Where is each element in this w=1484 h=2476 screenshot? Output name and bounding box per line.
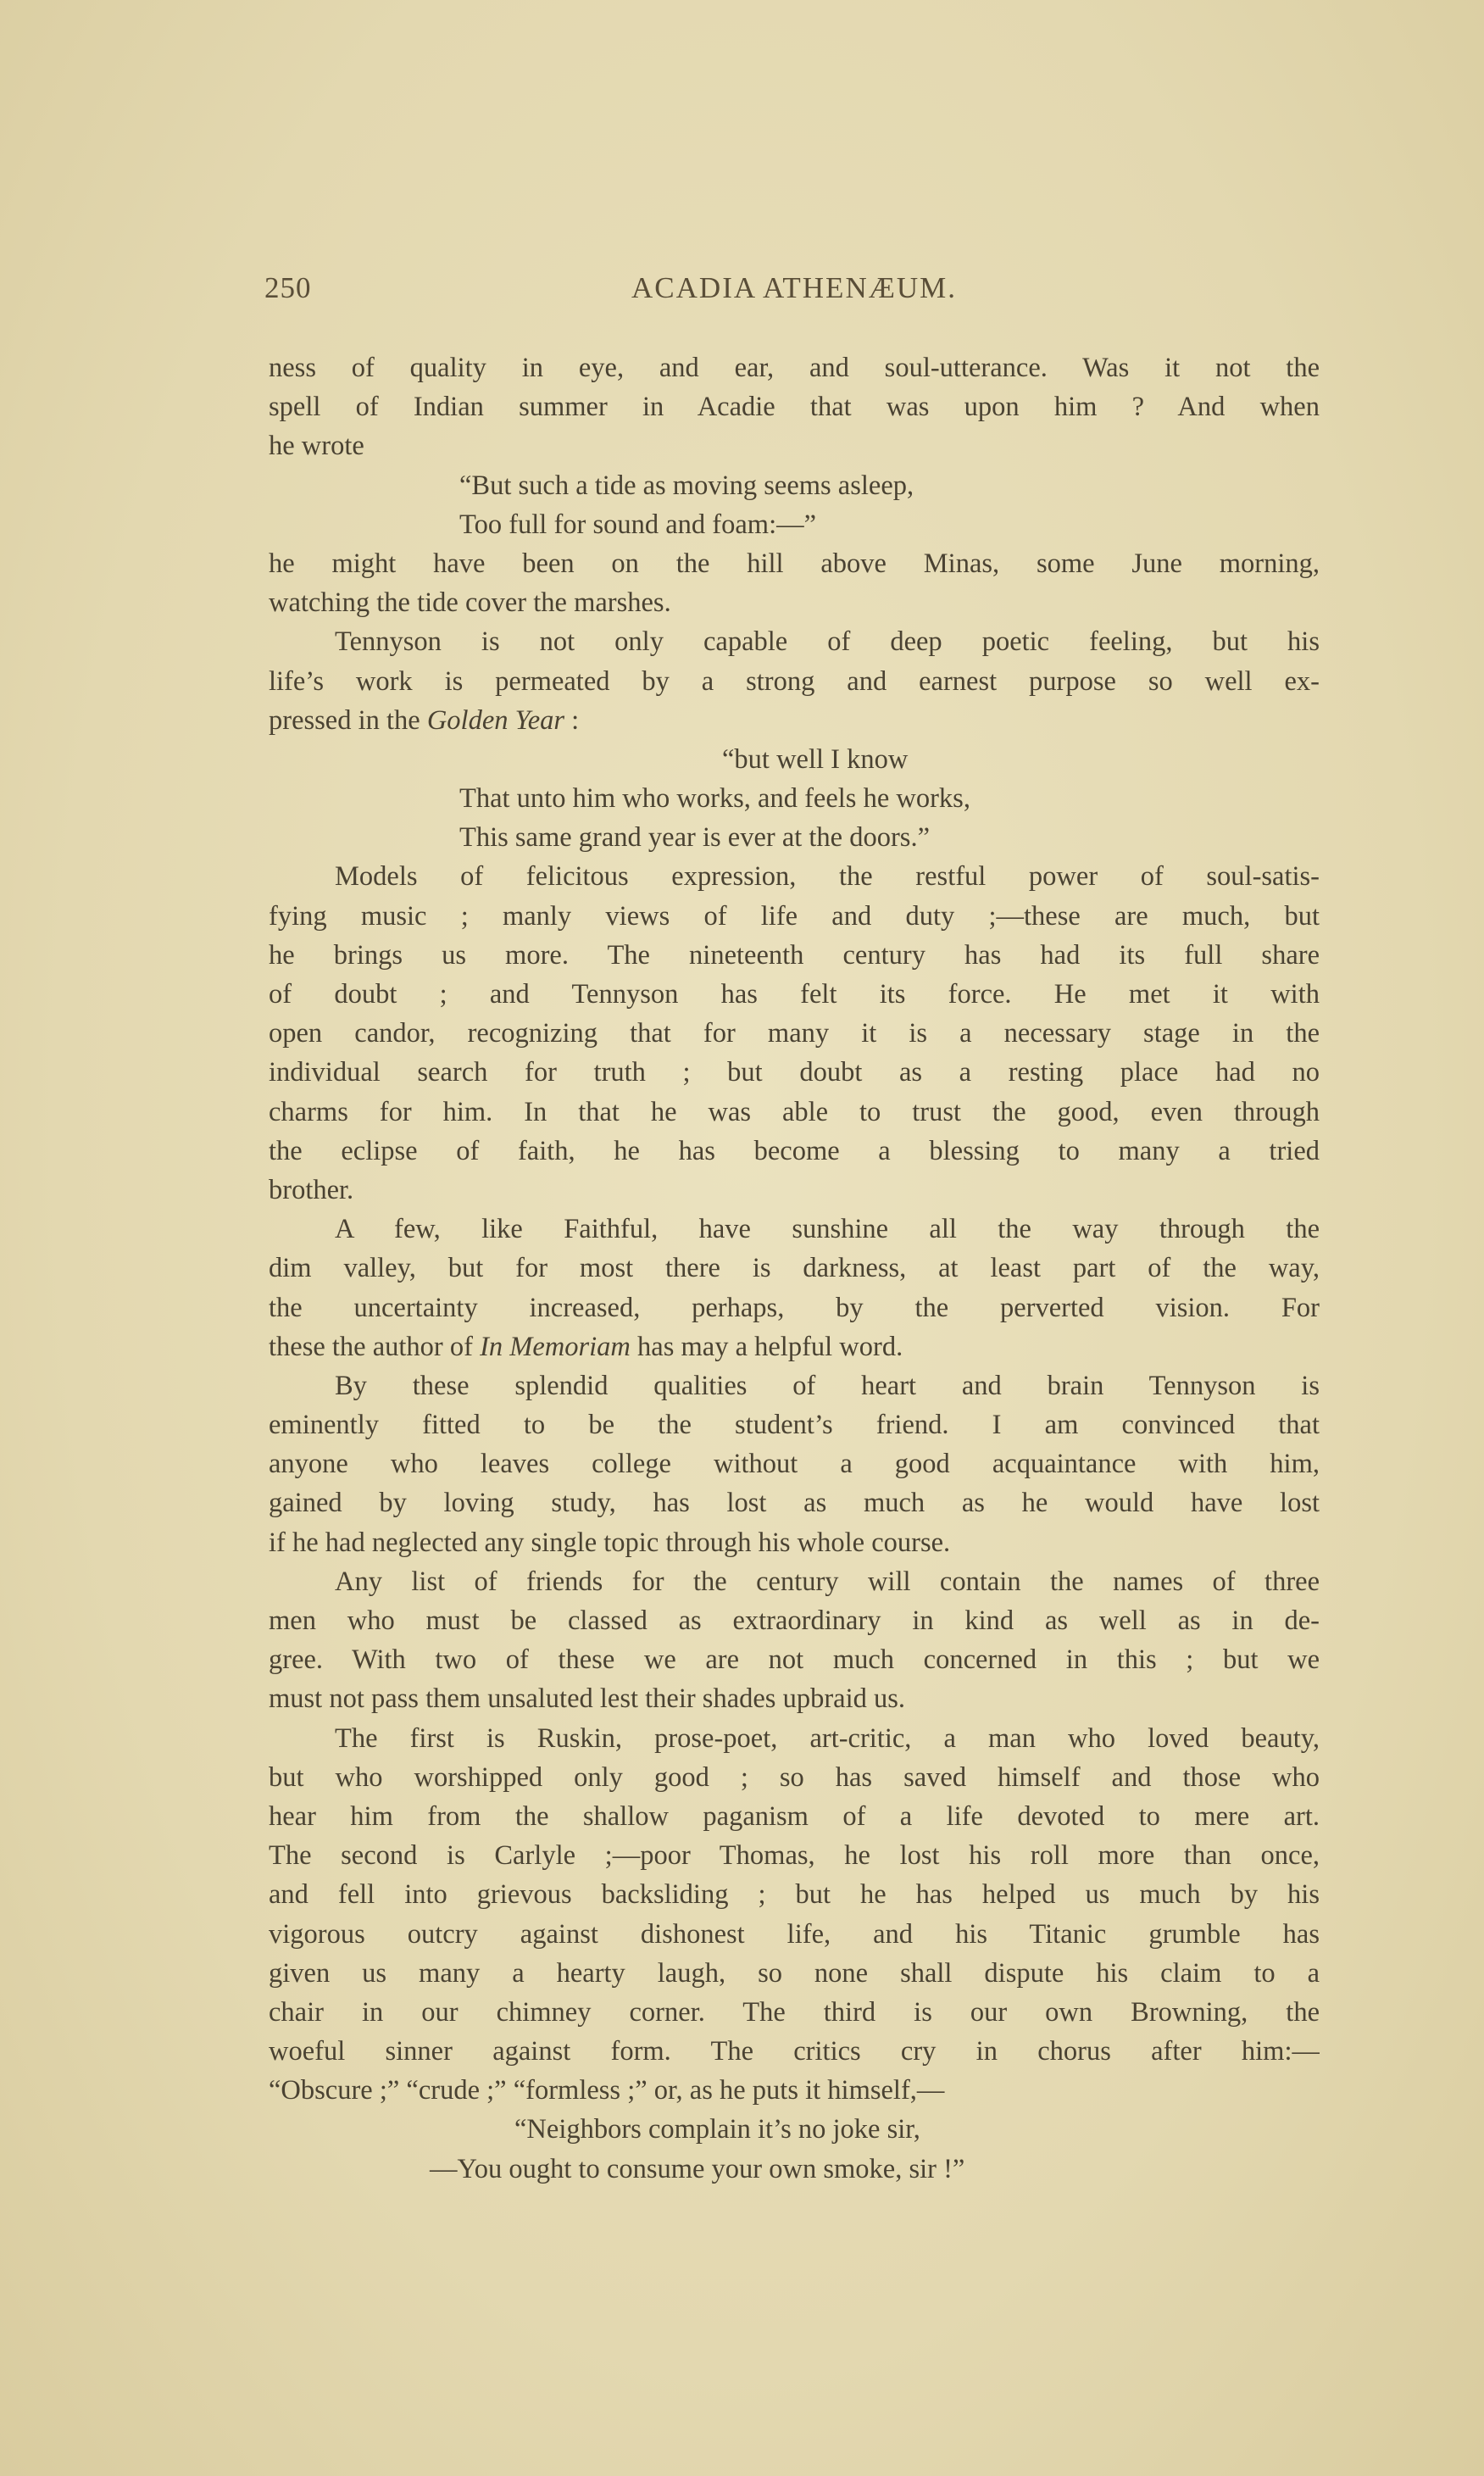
- text-line: but who worshipped only good ; so has saved himself and those who: [269, 1761, 1320, 1793]
- text-line: spell of Indian summer in Acadie that was upon him ? And when: [269, 392, 1320, 423]
- text-line: hear him from the shallow paganism of a life devoted to mere art.: [269, 1800, 1320, 1832]
- italic-title: Golden Year: [426, 704, 565, 736]
- text-line: eminently fitted to be the student’s friend. I am convinced that: [269, 1410, 1320, 1441]
- text-segment: these the author of: [269, 1331, 473, 1362]
- verse-line: —You ought to consume your own smoke, sir !”: [430, 2153, 965, 2184]
- text-line: the eclipse of faith, he has become a blessing to many a tried: [269, 1135, 1320, 1166]
- text-line: The first is Ruskin, prose-poet, art-critic, a man who loved beauty,: [335, 1722, 1320, 1754]
- text-line: must not pass them unsaluted lest their shades upbraid us.: [269, 1683, 906, 1715]
- text-line: vigorous outcry against dishonest life, and his Titanic grumble has: [269, 1918, 1320, 1950]
- text-line: anyone who leaves college without a good acquaintance with him,: [269, 1449, 1320, 1480]
- text-line: gained by loving study, has lost as much as he would have lost: [269, 1488, 1320, 1519]
- italic-title: In Memoriam: [480, 1331, 631, 1362]
- page-number: 250: [264, 271, 312, 304]
- verse-line: This same grand year is ever at the doors.”: [459, 822, 931, 854]
- text-line: life’s work is permeated by a strong and earnest purpose so well ex-: [269, 665, 1320, 697]
- text-line: dim valley, but for most there is darkness, at least part of the way,: [269, 1253, 1320, 1284]
- text-line: “Obscure ;” “crude ;” “formless ;” or, as he puts it himself,—: [269, 2075, 945, 2106]
- text-line: brother.: [269, 1174, 354, 1205]
- text-line: and fell into grievous backsliding ; but he has helped us much by his: [269, 1879, 1320, 1911]
- text-line: woeful sinner against form. The critics cry in chorus after him:—: [269, 2036, 1320, 2067]
- text-line: men who must be classed as extraordinary in kind as well as in de-: [269, 1605, 1320, 1636]
- text-line: watching the tide cover the marshes.: [269, 587, 671, 619]
- verse-line: “but well I know: [722, 743, 909, 775]
- text-segment: pressed in the: [269, 704, 420, 736]
- text-line: fying music ; manly views of life and duty ;—these are much, but: [269, 900, 1320, 932]
- text-line: Models of felicitous expression, the restful power of soul-satis-: [335, 861, 1320, 893]
- text-line: A few, like Faithful, have sunshine all the way through the: [335, 1214, 1320, 1245]
- text-line: given us many a hearty laugh, so none shall dispute his claim to a: [269, 1957, 1320, 1989]
- article-body: [269, 348, 1320, 2189]
- text-line: open candor, recognizing that for many it is a necessary stage in the: [269, 1018, 1320, 1049]
- verse-line: Too full for sound and foam:—”: [459, 509, 817, 540]
- text-line: [269, 701, 1320, 740]
- text-line: he wrote: [269, 431, 364, 462]
- text-line: [269, 1327, 1320, 1366]
- text-line: charms for him. In that he was able to trust the good, even through: [269, 1096, 1320, 1127]
- text-line: The second is Carlyle ;—poor Thomas, he lost his roll more than once,: [269, 1840, 1320, 1872]
- text-line: gree. With two of these we are not much concerned in this ; but we: [269, 1644, 1320, 1676]
- text-line: ness of quality in eye, and ear, and soul-utterance. Was it not the: [269, 353, 1320, 383]
- verse-line: “But such a tide as moving seems asleep,: [459, 470, 914, 501]
- verse-line: That unto him who works, and feels he works,: [459, 783, 970, 815]
- text-line: of doubt ; and Tennyson has felt its force. He met it with: [269, 979, 1320, 1010]
- text-line: he brings us more. The nineteenth century has had its full share: [269, 939, 1320, 971]
- text-line: he might have been on the hill above Minas, some June morning,: [269, 548, 1320, 579]
- page-header: [264, 271, 1324, 314]
- text-line: if he had neglected any single topic through his whole course.: [269, 1527, 951, 1558]
- running-head: ACADIA ATHENÆUM.: [631, 271, 957, 304]
- text-line: the uncertainty increased, perhaps, by the perverted vision. For: [269, 1292, 1320, 1323]
- text-line: Tennyson is not only capable of deep poetic feeling, but his: [335, 626, 1320, 658]
- text-line: chair in our chimney corner. The third is our own Browning, the: [269, 1996, 1320, 2028]
- text-segment: has may a helpful word.: [630, 1331, 903, 1362]
- text-segment: :: [564, 704, 580, 736]
- verse-line: “Neighbors complain it’s no joke sir,: [514, 2114, 920, 2145]
- text-line: By these splendid qualities of heart and brain Tennyson is: [335, 1370, 1320, 1401]
- text-line: individual search for truth ; but doubt as a resting place had no: [269, 1057, 1320, 1088]
- text-line: Any list of friends for the century will contain the names of three: [335, 1566, 1320, 1597]
